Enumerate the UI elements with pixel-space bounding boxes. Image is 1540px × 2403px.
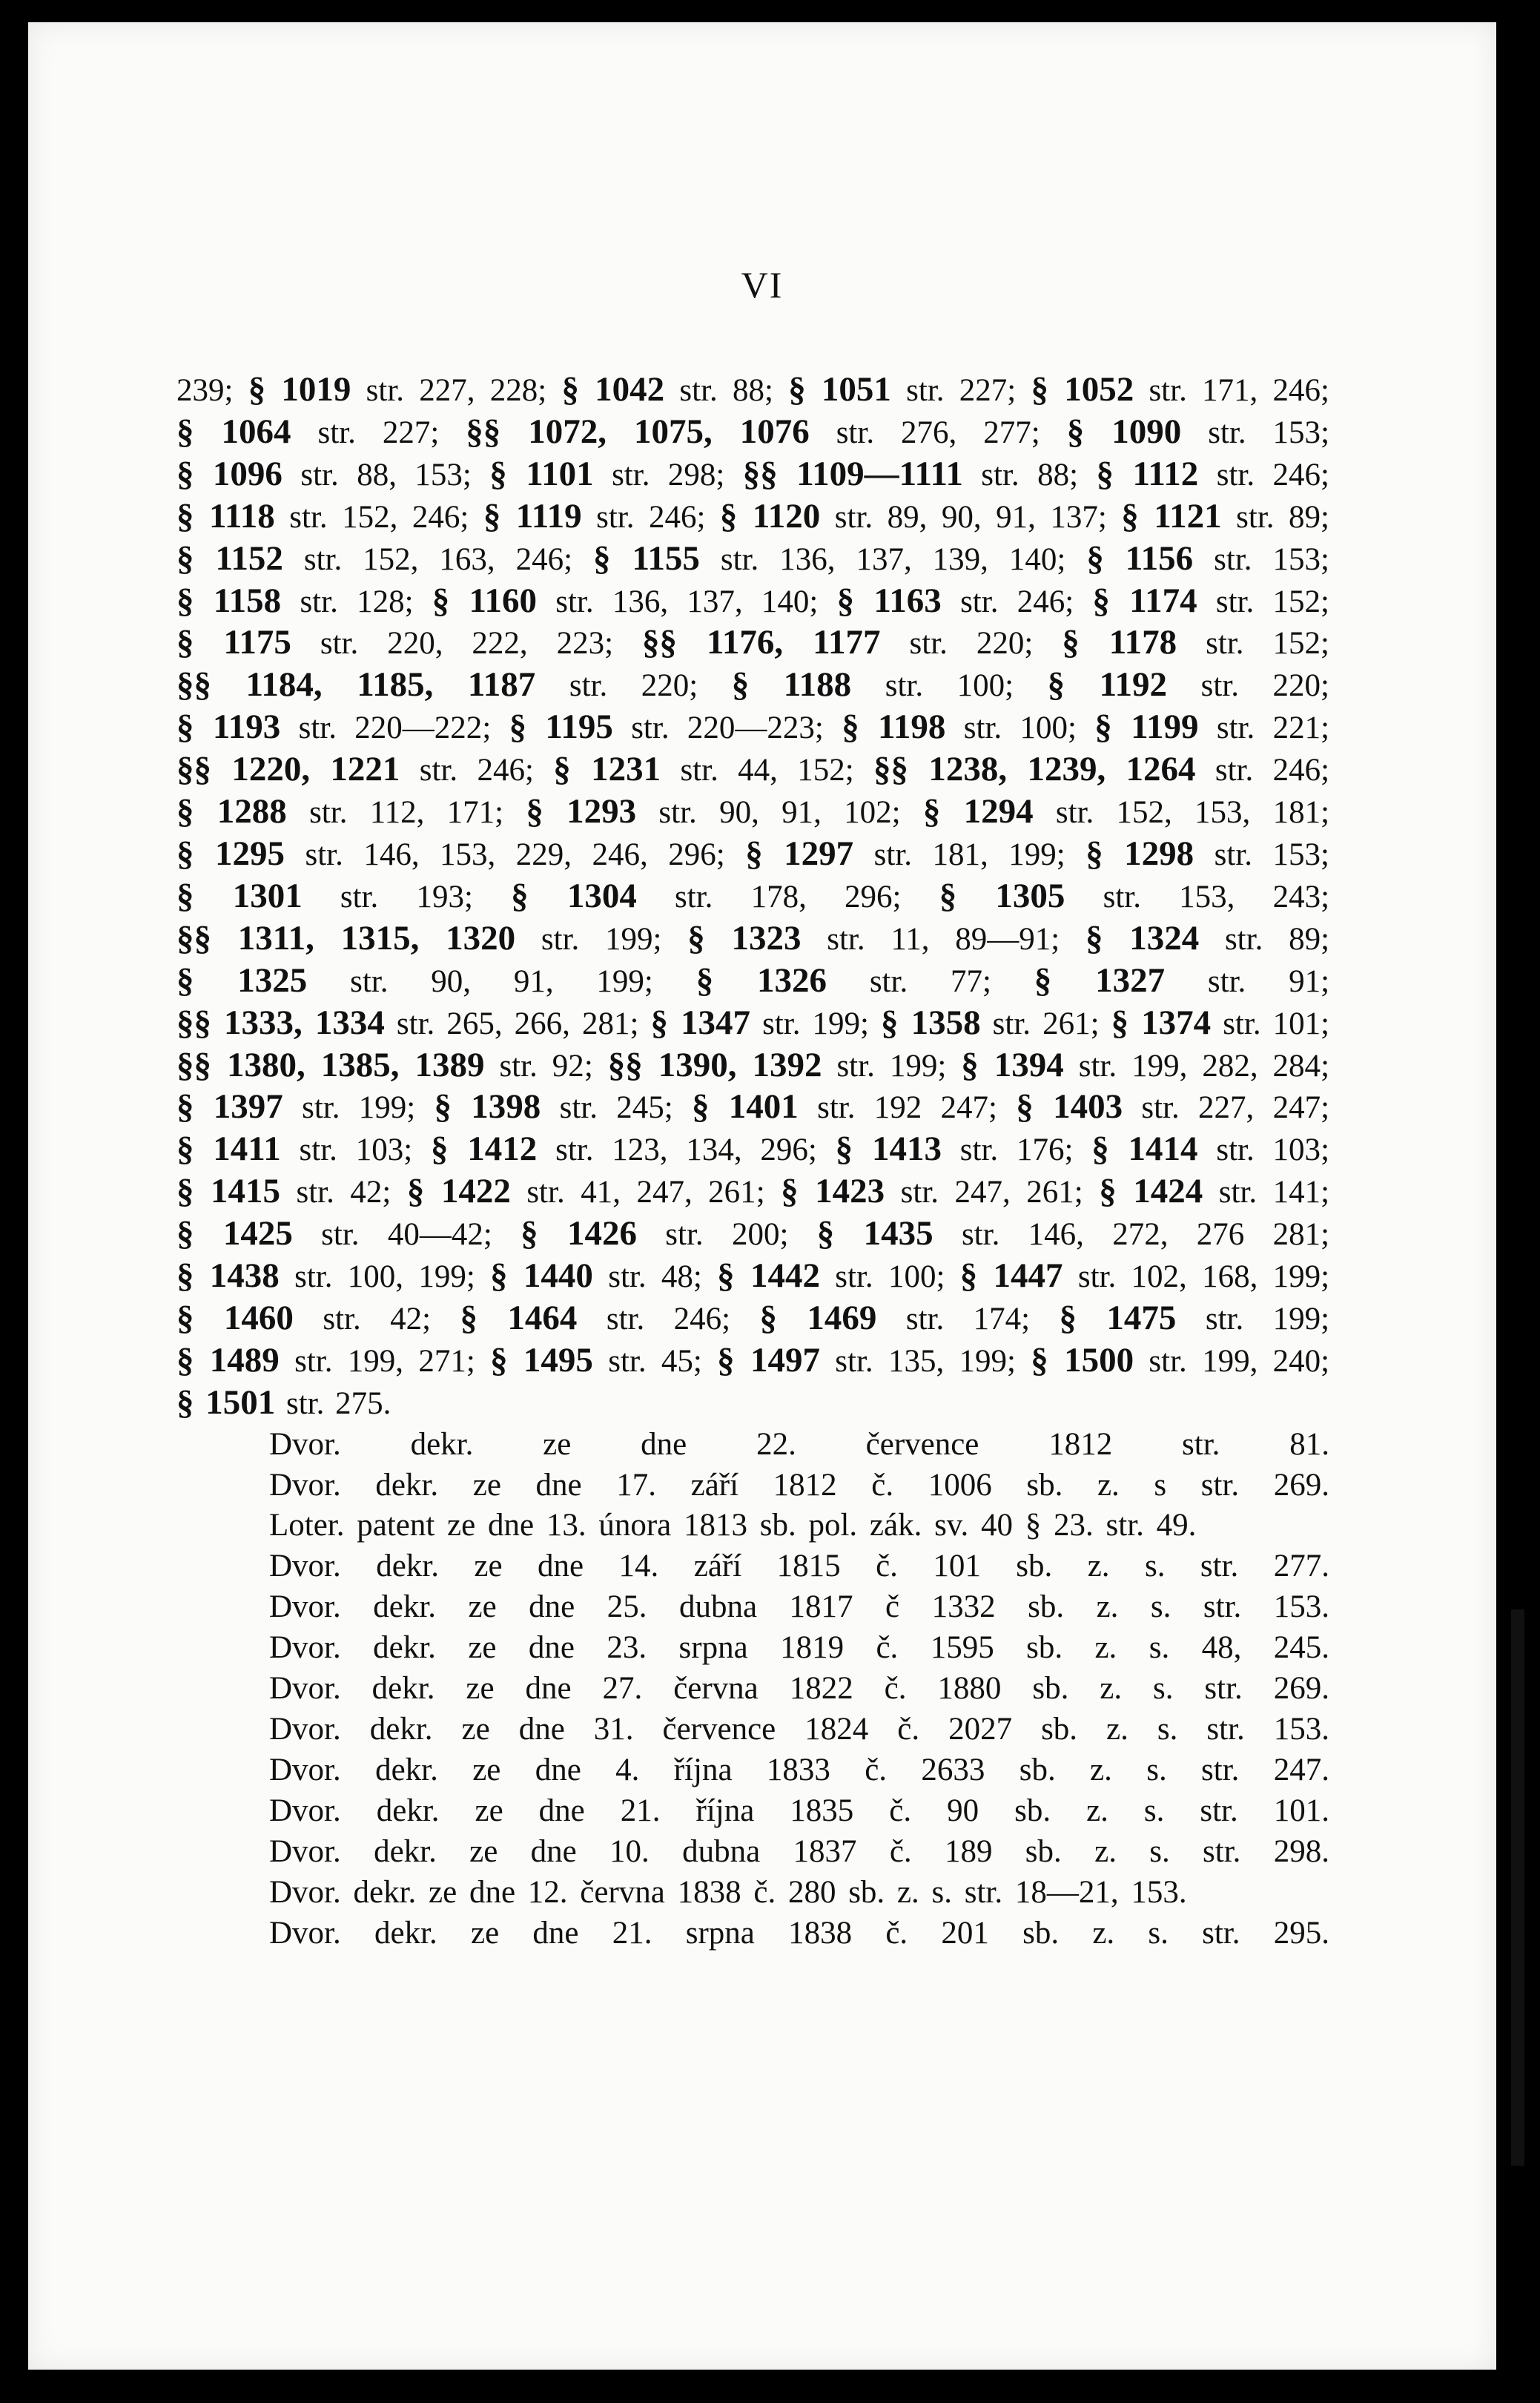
page-reference: str. 276, 277 [836, 415, 1031, 450]
page-reference: str. 176 [959, 1133, 1065, 1168]
index-entry [1034, 960, 1321, 1000]
index-entry [176, 750, 525, 789]
index-entry [176, 1298, 423, 1337]
section-reference: § 1397 [176, 1087, 283, 1127]
section-reference: § 1305 [939, 876, 1065, 915]
index-entry [248, 370, 538, 409]
section-reference: § 1298 [1085, 834, 1194, 873]
section-reference: § 1160 [432, 581, 537, 620]
index-entry [176, 623, 605, 662]
index-entry [1085, 918, 1321, 957]
section-reference: § 1464 [460, 1298, 578, 1337]
section-reference: § 1304 [511, 876, 637, 915]
page-reference: str. 246 [419, 753, 525, 788]
page-reference: str. 178, 296 [675, 879, 893, 914]
index-entry [1111, 1003, 1321, 1042]
index-entry [176, 918, 653, 957]
section-reference: § 1198 [842, 708, 946, 747]
page-reference: str. 45 [608, 1343, 693, 1379]
section-reference: § 1374 [1111, 1003, 1212, 1042]
section-reference: § 1301 [176, 876, 303, 915]
index-entry [607, 1045, 938, 1084]
page-reference: str. 200 [665, 1217, 780, 1253]
index-entry [1094, 708, 1321, 747]
index-entry [176, 1172, 383, 1211]
page-reference: str. 128 [300, 584, 405, 619]
index-entry [509, 708, 815, 747]
section-reference: § 1158 [176, 581, 282, 620]
section-reference: § 1398 [434, 1087, 541, 1127]
page-reference: str. 265, 266, 281 [396, 1006, 630, 1041]
page-reference: str. 220—222 [298, 711, 483, 746]
page-reference: str. 181, 199 [873, 837, 1057, 872]
index-entry [642, 623, 1025, 662]
index-entry [1059, 1298, 1321, 1337]
index-entry [593, 538, 1057, 578]
page-reference: str. 90, 91, 199 [350, 963, 644, 999]
section-reference: § 1096 [176, 454, 282, 493]
page-reference: str. 89, 90, 91, 137 [834, 499, 1098, 535]
page-reference: str. 42 [323, 1301, 423, 1336]
section-reference: § 1475 [1059, 1298, 1177, 1337]
section-reference: § 1401 [692, 1087, 799, 1127]
index-entry [1016, 1087, 1321, 1127]
decree-line: Dvor. dekr. ze dne 22. července 1812 str. 81. [269, 1426, 1329, 1462]
index-entry [961, 1045, 1321, 1084]
page-reference: 239 [176, 373, 225, 408]
section-reference: § 1112 [1096, 454, 1199, 493]
index-entry [719, 496, 1098, 535]
index-entry [561, 370, 765, 409]
decree-list [176, 1425, 1329, 1954]
page-reference: str. 88 [679, 373, 765, 408]
section-reference: § 1064 [176, 412, 291, 451]
index-entry [176, 454, 463, 493]
page-edge-mark [1511, 1609, 1524, 2166]
page-reference: str. 136, 137, 139, 140 [720, 541, 1057, 577]
index-entry [687, 918, 1051, 957]
index-entry [490, 1256, 693, 1296]
index-entry [176, 581, 405, 620]
index-entry [1066, 412, 1321, 451]
page-reference: str. 220, 222, 223 [320, 626, 605, 662]
index-entry [176, 1214, 483, 1253]
section-reference: §§ 1109—1111 [742, 454, 963, 493]
section-reference: § 1469 [759, 1298, 877, 1337]
page-reference: str. 199, 271 [294, 1343, 466, 1379]
decree-line: Dvor. dekr. ze dne 21. října 1835 č. 90 sb. z. s. str. 101. [269, 1793, 1329, 1828]
index-entry [1091, 1130, 1321, 1169]
page-reference: str. 261 [992, 1006, 1091, 1041]
index-entry [745, 834, 1057, 873]
page-reference: str. 100, 199 [294, 1259, 466, 1295]
section-reference: § 1326 [695, 960, 827, 1000]
page-reference: str. 246 [960, 584, 1065, 619]
page-reference: str. 103 [299, 1133, 404, 1168]
index-entry [759, 1298, 1022, 1337]
section-reference: § 1425 [176, 1214, 293, 1253]
section-reference: § 1403 [1016, 1087, 1123, 1127]
page-reference: str. 152 [1206, 626, 1321, 662]
page-reference: str. 220 [569, 668, 690, 704]
section-reference: § 1090 [1066, 412, 1182, 451]
section-reference: §§ 1238, 1239, 1264 [873, 750, 1196, 789]
page-reference: str. 192 247 [817, 1090, 989, 1126]
section-reference: § 1295 [176, 834, 285, 873]
section-reference: § 1155 [593, 538, 700, 578]
index-entry [490, 1340, 693, 1380]
section-reference: § 1500 [1031, 1340, 1134, 1380]
page-reference: str. 88 [981, 457, 1070, 492]
index-entry [511, 876, 893, 915]
index-entry [1031, 370, 1321, 409]
page-reference: str. 247, 261 [900, 1175, 1074, 1210]
page-reference: str. 227, 247 [1141, 1090, 1321, 1126]
section-reference: §§ 1380, 1385, 1389 [176, 1045, 485, 1084]
decree-line: Loter. patent ze dne 13. února 1813 sb. pol. zák. sv. 40 § 23. str. 49. [269, 1508, 1197, 1543]
section-reference: § 1497 [717, 1340, 820, 1380]
page-reference: str. 227 [317, 415, 431, 450]
page-reference: str. 146, 153, 229, 246, 296 [305, 837, 716, 872]
section-reference: § 1415 [176, 1172, 280, 1211]
index-entry [835, 1130, 1065, 1169]
page-reference: str. 100 [835, 1259, 936, 1295]
index-entry [959, 1256, 1321, 1296]
section-reference: § 1426 [521, 1214, 637, 1253]
section-reference: § 1423 [781, 1172, 885, 1211]
page-reference: str. 227, 228 [366, 373, 538, 408]
section-reference: § 1460 [176, 1298, 294, 1337]
index-entry [526, 792, 892, 831]
index-entry [717, 1340, 1008, 1380]
section-reference: § 1119 [483, 496, 582, 535]
page-reference: str. 298 [612, 457, 716, 492]
decree-line: Dvor. dekr. ze dne 31. července 1824 č. 2027 sb. z. s. str. 153. [269, 1712, 1329, 1747]
page-reference: str. 220 [909, 626, 1025, 662]
page-reference: str. 101 [1223, 1006, 1321, 1041]
section-reference: § 1435 [816, 1214, 933, 1253]
decree-line: Dvor. dekr. ze dne 14. září 1815 č. 101 sb. z. s. str. 277. [269, 1549, 1329, 1584]
page-reference: str. 42 [296, 1175, 383, 1210]
index-entry [1047, 665, 1321, 705]
section-reference: § 1175 [176, 623, 291, 662]
index-entry [922, 792, 1321, 831]
index-entry [430, 1130, 808, 1169]
index-entry [717, 1256, 936, 1296]
page-reference: str. 245 [559, 1090, 664, 1126]
decree-line: Dvor. dekr. ze dne 4. října 1833 č. 2633 sb. z. s. str. 247. [269, 1752, 1329, 1787]
index-entry [553, 750, 845, 789]
decree-line: Dvor. dekr. ze dne 27. června 1822 č. 1880 sb. z. s. str. 269. [269, 1671, 1329, 1707]
index-entry [176, 1045, 584, 1084]
section-reference: §§ 1176, 1177 [642, 623, 881, 662]
section-reference: § 1489 [176, 1340, 280, 1380]
section-reference: § 1193 [176, 708, 281, 747]
section-reference: § 1156 [1086, 538, 1194, 578]
index-entry [788, 370, 1008, 409]
section-reference: § 1042 [561, 370, 665, 409]
decree-line: Dvor. dekr. ze dne 23. srpna 1819 č. 1595 sb. z. s. 48, 245. [269, 1630, 1329, 1666]
page-reference: str. 221 [1216, 711, 1321, 746]
index-entry [816, 1214, 1321, 1253]
page-reference: str. 199 [302, 1090, 407, 1126]
index-entry [873, 750, 1321, 789]
section-reference: § 1358 [881, 1003, 981, 1042]
index-entry [521, 1214, 780, 1253]
section-reference: § 1101 [489, 454, 594, 493]
page-reference: str. 246 [1215, 753, 1321, 788]
index-entry [176, 665, 690, 705]
page-reference: str. 246 [1216, 457, 1321, 492]
page-reference: str. 146, 272, 276 281 [961, 1217, 1321, 1253]
page-reference: str. 88, 153 [300, 457, 463, 492]
section-reference: § 1325 [176, 960, 308, 1000]
index-entry [176, 496, 460, 535]
index-entry [731, 665, 1005, 705]
index-entry [460, 1298, 722, 1337]
section-reference: § 1019 [248, 370, 351, 409]
page-reference: str. 40—42 [321, 1217, 483, 1253]
section-reference: § 1178 [1062, 623, 1177, 662]
index-entry [483, 496, 697, 535]
section-reference: § 1163 [836, 581, 942, 620]
index-entry [695, 960, 982, 1000]
page-reference: str. 153 [1208, 415, 1321, 450]
index-entry [1096, 454, 1321, 493]
page-reference: str. 89 [1224, 921, 1321, 957]
section-reference: § 1412 [430, 1130, 538, 1169]
section-reference: § 1195 [509, 708, 613, 747]
index-entry [434, 1087, 664, 1127]
page-reference: str. 100 [963, 711, 1068, 746]
page-reference: str. 100 [885, 668, 1005, 704]
page-reference: str. 153, 243 [1103, 879, 1321, 914]
page-reference: str. 220—223 [631, 711, 815, 746]
section-reference: § 1323 [687, 918, 802, 957]
section-reference: § 1327 [1034, 960, 1166, 1000]
index-entry [176, 876, 464, 915]
section-reference: §§ 1220, 1221 [176, 750, 400, 789]
section-reference: § 1414 [1091, 1130, 1198, 1169]
index-entry [1086, 538, 1321, 578]
section-reference: § 1188 [731, 665, 852, 705]
index-entry [1085, 834, 1321, 873]
decree-line: Dvor. dekr. ze dne 10. dubna 1837 č. 189 sb. z. s. str. 298. [269, 1833, 1329, 1869]
section-reference: § 1424 [1099, 1172, 1203, 1211]
index-entry [836, 581, 1065, 620]
page-reference: str. 199 [836, 1048, 938, 1084]
section-reference: § 1394 [961, 1045, 1064, 1084]
index-entry [692, 1087, 989, 1127]
section-reference: § 1121 [1121, 496, 1222, 535]
section-reference: § 1501 [176, 1382, 276, 1422]
page-reference: str. 199, 282, 284 [1078, 1048, 1321, 1084]
index-entry [176, 1382, 391, 1422]
page-reference: str. 92 [499, 1048, 584, 1084]
page-reference: str. 41, 247, 261 [526, 1175, 756, 1210]
index-entry [176, 792, 495, 831]
page-reference: str. 199, 240 [1149, 1343, 1321, 1379]
page-reference: str. 135, 199 [835, 1343, 1008, 1379]
section-reference: § 1152 [176, 538, 283, 578]
page-reference: str. 199 [541, 921, 653, 957]
section-reference: § 1192 [1047, 665, 1168, 705]
page-reference: str. 48 [608, 1259, 693, 1295]
section-reference: § 1347 [650, 1003, 751, 1042]
decree-line: Dvor. dekr. ze dne 21. srpna 1838 č. 201 sb. z. s. str. 295. [269, 1915, 1329, 1951]
section-reference: § 1199 [1094, 708, 1199, 747]
page-reference: str. 11, 89—91 [827, 921, 1051, 957]
page-reference: str. 153 [1214, 837, 1321, 872]
page-reference: str. 246 [596, 499, 697, 535]
index-entry [176, 834, 716, 873]
page-reference: str. 152, 163, 246 [303, 541, 564, 577]
page-reference: str. 141 [1218, 1175, 1321, 1210]
section-reference: § 1324 [1085, 918, 1200, 957]
section-reference: § 1288 [176, 792, 287, 831]
section-reference: § 1413 [835, 1130, 942, 1169]
index-entry [176, 1130, 404, 1169]
section-reference: § 1293 [526, 792, 637, 831]
section-reference: §§ 1072, 1075, 1076 [466, 412, 810, 451]
index-entry [781, 1172, 1074, 1211]
page-reference: str. 103 [1216, 1133, 1321, 1168]
index-entry [176, 1087, 407, 1127]
index-entry [176, 708, 483, 747]
page-reference: str. 44, 152 [680, 753, 845, 788]
page-reference: str. 91 [1207, 963, 1321, 999]
index-entry [176, 1340, 466, 1380]
index-entry [176, 960, 644, 1000]
page-reference: str. 77 [869, 963, 982, 999]
page-content [176, 369, 1329, 1954]
index-entry [176, 1003, 630, 1042]
index-entry [1099, 1172, 1321, 1211]
page-reference: str. 90, 91, 102 [658, 795, 892, 831]
decree-line: Dvor. dekr. ze dne 25. dubna 1817 č 1332 sb. z. s. str. 153. [269, 1589, 1329, 1625]
page-reference: str. 112, 171 [309, 795, 495, 831]
page-reference: str. 246 [606, 1301, 722, 1336]
document-page [28, 22, 1496, 2370]
page-reference: str. 136, 137, 140 [555, 584, 810, 619]
page-reference: str. 89 [1236, 499, 1321, 535]
index-entry [466, 412, 1031, 451]
section-reference: § 1440 [490, 1256, 593, 1296]
page-reference: str. 152 [1215, 584, 1321, 619]
index-entry [176, 373, 225, 408]
index-entry [489, 454, 716, 493]
section-reference: § 1447 [959, 1256, 1063, 1296]
page-reference: str. 174 [905, 1301, 1022, 1336]
page-reference: str. 227 [906, 373, 1008, 408]
page-reference: str. 220 [1200, 668, 1321, 704]
section-reference: § 1174 [1092, 581, 1197, 620]
page-reference: str. 193 [340, 879, 464, 914]
index-entry [939, 876, 1321, 915]
section-reference: § 1422 [406, 1172, 511, 1211]
index-entry [1031, 1340, 1321, 1380]
page-reference: str. 152, 246 [289, 499, 460, 535]
section-index-paragraph: 239; § 1019 str. 227, 228; § 1042 str. 88; § 1051 str. 227; § 1052 str. 171, 246; § 1064 str. 227; §§ 1072, 1075, 1076 str. 276, 277; § 1090 str. 153; § 1096 str. 88, 153; § 1101 str. 298; §§ 1109—1111 str. 88; § 1112 str. 246; § 1118 str. 152, 246; § 1119 str. 246; § 1120 str. 89, 90, 91, 137; § 1121 str. 89; § 1152 str. 152, 163, 246; § 1155 str. 136, 137, 139, 140; § 1156 str. 153; § 1158 str. 128; § 1160 str. 136, 137, 140; § 1163 str. 246; § 1174 str. 152; § 1175 str. 220, 222, 223; §§ 1176, 1177 str. 220; § 1178 str. 152; §§ 1184, 1185, 1187 str. 220; § 1188 str. 100; § 1192 str. 220; § 1193 str. 220—222; § 1195 str. 220—223; § 1198 str. 100; § 1199 str. 221; §§ 1220, 1221 str. 246; § 1231 str. 44, 152; §§ 1238, 1239, 1264 str. 246; § 1288 str. 112, 171; § 1293 str. 90, 91, 102; § 1294 str. 152, 153, 181; § 1295 str. 146, 153, 229, 246, 296; § 1297 str. 181, 199; § 1298 str. 153; § 1301 str. 193; § 1304 str. 178, 296; § 1305 str. 153, 243; §§ 1311, 1315, 1320 str. 199; § 1323 str. 11, 89—91; § 1324 str. 89; § 1325 str. 90, 91, 199; § 1326 str. 77; § 1327 str. 91; §§ 1333, 1334 str. 265, 266, 281; § 1347 str. 199; § 1358 str. 261; § 1374 str. 101; §§ 1380, 1385, 1389 str. 92; §§ 1390, 1392 str. 199; § 1394 str. 199, 282, 284; § 1397 str. 199; § 1398 str. 245; § 1401 str. 192 247; § 1403 str. 227, 247; § 1411 str. 103; § 1412 str. 123, 134, 296; § 1413 str. 176; § 1414 str. 103; § 1415 str. 42; § 1422 str. 41, 247, 261; § 1423 str. 247, 261; § 1424 str. 141; § 1425 str. 40—42; § 1426 str. 200; § 1435 str. 146, 272, 276 281; § 1438 str. 100, 199; § 1440 str. 48; § 1442 str. 100; § 1447 str. 102, 168, 199; § 1460 str. 42; § 1464 str. 246; § 1469 str. 174; § 1475 str. 199; § 1489 str. 199, 271; § 1495 str. 45; § 1497 str. 135, 199; § 1500 str. 199, 240; § 1501 str. 275. [176, 370, 1330, 1422]
index-entry [842, 708, 1068, 747]
page-number: VI [741, 264, 784, 306]
index-entry [1062, 623, 1321, 662]
section-reference: § 1052 [1031, 370, 1134, 409]
section-reference: § 1438 [176, 1256, 280, 1296]
index-entry [176, 538, 564, 578]
section-reference: § 1120 [719, 496, 821, 535]
page-reference: str. 199 [762, 1006, 861, 1041]
page-reference: str. 171, 246 [1149, 373, 1321, 408]
index-entry [650, 1003, 861, 1042]
page-reference: str. 199 [1205, 1301, 1321, 1336]
page-reference: str. 152, 153, 181 [1055, 795, 1321, 831]
page-reference: str. 153 [1214, 541, 1321, 577]
index-entry [1092, 581, 1321, 620]
section-reference: § 1231 [553, 750, 661, 789]
section-reference: § 1294 [922, 792, 1034, 831]
section-reference: § 1051 [788, 370, 891, 409]
section-reference: §§ 1184, 1185, 1187 [176, 665, 536, 705]
index-entry [176, 1256, 466, 1296]
index-entry [881, 1003, 1091, 1042]
section-reference: § 1442 [717, 1256, 820, 1296]
index-entry [432, 581, 810, 620]
page-reference: str. 123, 134, 296 [555, 1133, 808, 1168]
section-reference: §§ 1333, 1334 [176, 1003, 385, 1042]
section-reference: §§ 1390, 1392 [607, 1045, 822, 1084]
section-reference: § 1495 [490, 1340, 593, 1380]
index-entry [742, 454, 1070, 493]
section-reference: §§ 1311, 1315, 1320 [176, 918, 516, 957]
page-reference: str. 275. [286, 1385, 391, 1421]
section-reference: § 1297 [745, 834, 854, 873]
index-entry [406, 1172, 756, 1211]
section-reference: § 1118 [176, 496, 275, 535]
index-entry [1121, 496, 1321, 535]
decree-line: Dvor. dekr. ze dne 17. září 1812 č. 1006 sb. z. s str. 269. [269, 1467, 1329, 1503]
index-entry [176, 412, 431, 451]
decree-line: Dvor. dekr. ze dne 12. června 1838 č. 280 sb. z. s. str. 18—21, 153. [269, 1874, 1187, 1910]
section-reference: § 1411 [176, 1130, 281, 1169]
page-reference: str. 102, 168, 199 [1077, 1259, 1321, 1295]
